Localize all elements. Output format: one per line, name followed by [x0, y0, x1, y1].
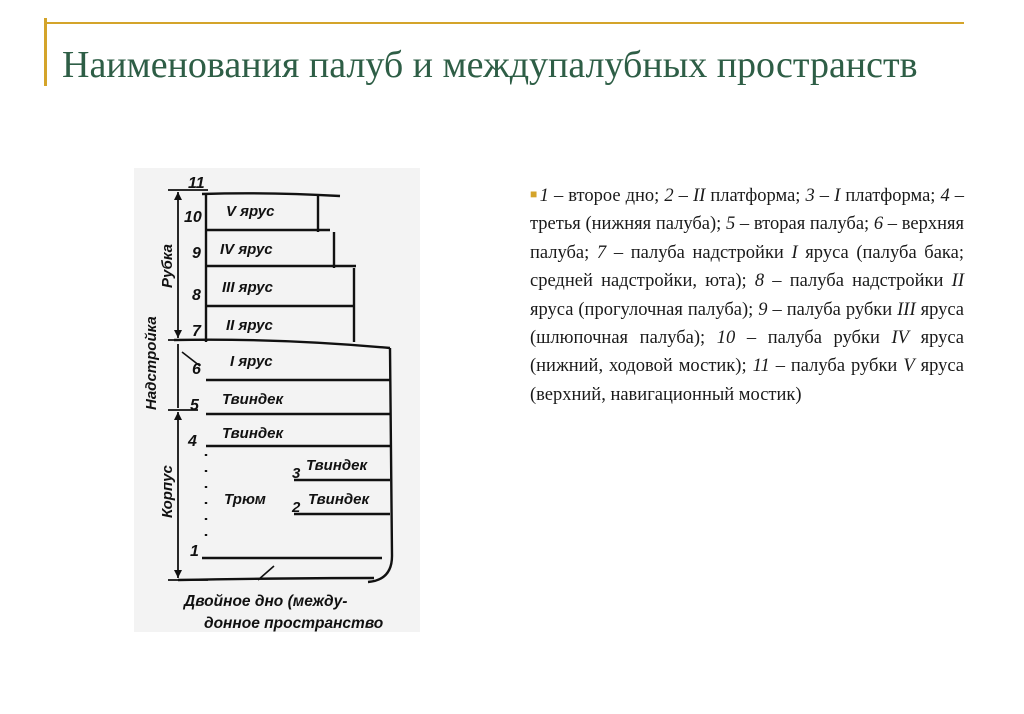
description-fragment: – палуба рубки	[769, 356, 904, 377]
deck-number-5: 5	[190, 397, 199, 414]
deckhouse-label: Рубка	[159, 244, 176, 288]
description-fragment: – верхняя палуба;	[530, 214, 964, 263]
description-fragment: яруса (верхний, навигационный мостик)	[530, 356, 965, 405]
deck-number-7: 7	[192, 323, 201, 340]
title-accent-bar	[44, 18, 47, 86]
description-text	[530, 186, 964, 405]
deck-number-6: 6	[192, 361, 201, 378]
description-marker: I	[834, 186, 841, 206]
top-rule	[44, 22, 964, 24]
description-fragment: платформа;	[705, 186, 806, 206]
bullet-icon: ■	[530, 187, 538, 201]
tier4-label: IV ярус	[220, 241, 273, 258]
description-fragment: яруса (шлюпочная палуба);	[530, 299, 964, 349]
description-marker: 11	[752, 356, 770, 377]
description-marker: 2	[664, 186, 674, 206]
description-marker: II	[951, 271, 964, 292]
tweendeck-label-4: Твиндек	[308, 491, 370, 508]
deck-number-4: 4	[188, 433, 197, 450]
deck-number-3: 3	[292, 465, 301, 482]
deck-number-1: 1	[190, 543, 199, 560]
description-marker: 7	[596, 242, 607, 263]
description-marker: II	[692, 186, 706, 206]
description-fragment: платформа;	[840, 186, 941, 206]
description-marker: 9	[758, 299, 768, 320]
description-fragment: – палуба надстройки	[764, 271, 952, 292]
deck-number-2: 2	[292, 499, 301, 516]
description-marker: IV	[891, 328, 909, 349]
hull-label: Корпус	[159, 465, 176, 518]
description-marker: I	[791, 242, 798, 263]
description-fragment: яруса (прогулочная палуба);	[530, 299, 759, 320]
tier1-label: I ярус	[230, 353, 273, 370]
tier5-label: V ярус	[226, 203, 275, 220]
description-fragment: – вторая палуба;	[735, 214, 874, 235]
deck-number-10: 10	[184, 209, 202, 226]
description-fragment: – палуба рубки	[767, 299, 898, 320]
description-marker: III	[897, 299, 916, 320]
description-marker: V	[903, 356, 915, 377]
description-marker: 10	[716, 328, 736, 349]
ship-section-drawing	[128, 160, 428, 640]
description-marker: 6	[873, 214, 884, 235]
deck-number-11: 11	[188, 175, 205, 192]
description-fragment: – палуба рубки	[735, 328, 892, 349]
deck-diagram	[128, 160, 428, 645]
description-marker: 5	[725, 214, 736, 235]
description-fragment: –	[814, 186, 835, 206]
description-marker: 3	[805, 186, 815, 206]
deck-number-8: 8	[192, 287, 201, 304]
deck-description	[530, 180, 964, 409]
description-marker: 4	[940, 186, 950, 206]
deck-number-9: 9	[192, 245, 201, 262]
description-marker: 8	[754, 271, 765, 292]
tier2-label: II ярус	[226, 317, 273, 334]
description-fragment: –	[673, 186, 693, 206]
slide-title: Наименования палуб и междупалубных пространств	[62, 44, 918, 86]
tweendeck-label-3: Твиндек	[306, 457, 368, 474]
tweendeck-label-1: Твиндек	[222, 391, 284, 408]
description-marker: 1	[539, 186, 549, 206]
caption-line-2: донное пространство	[204, 615, 384, 632]
hold-label: Трюм	[224, 491, 266, 508]
tweendeck-label-2: Твиндек	[222, 425, 284, 442]
description-fragment: – палуба надстройки	[606, 242, 792, 263]
description-fragment: яруса (палуба бака; средней надстройки, юта);	[530, 242, 964, 292]
tier3-label: III ярус	[222, 279, 273, 296]
superstructure-label: Надстройка	[143, 316, 160, 410]
description-fragment: – второе дно;	[548, 186, 665, 206]
description-fragment: – третья (нижняя палуба);	[530, 186, 965, 235]
description-fragment: яруса (нижний, ходовой мостик);	[530, 328, 964, 377]
caption-line-1: Двойное дно (междy-	[184, 593, 348, 610]
